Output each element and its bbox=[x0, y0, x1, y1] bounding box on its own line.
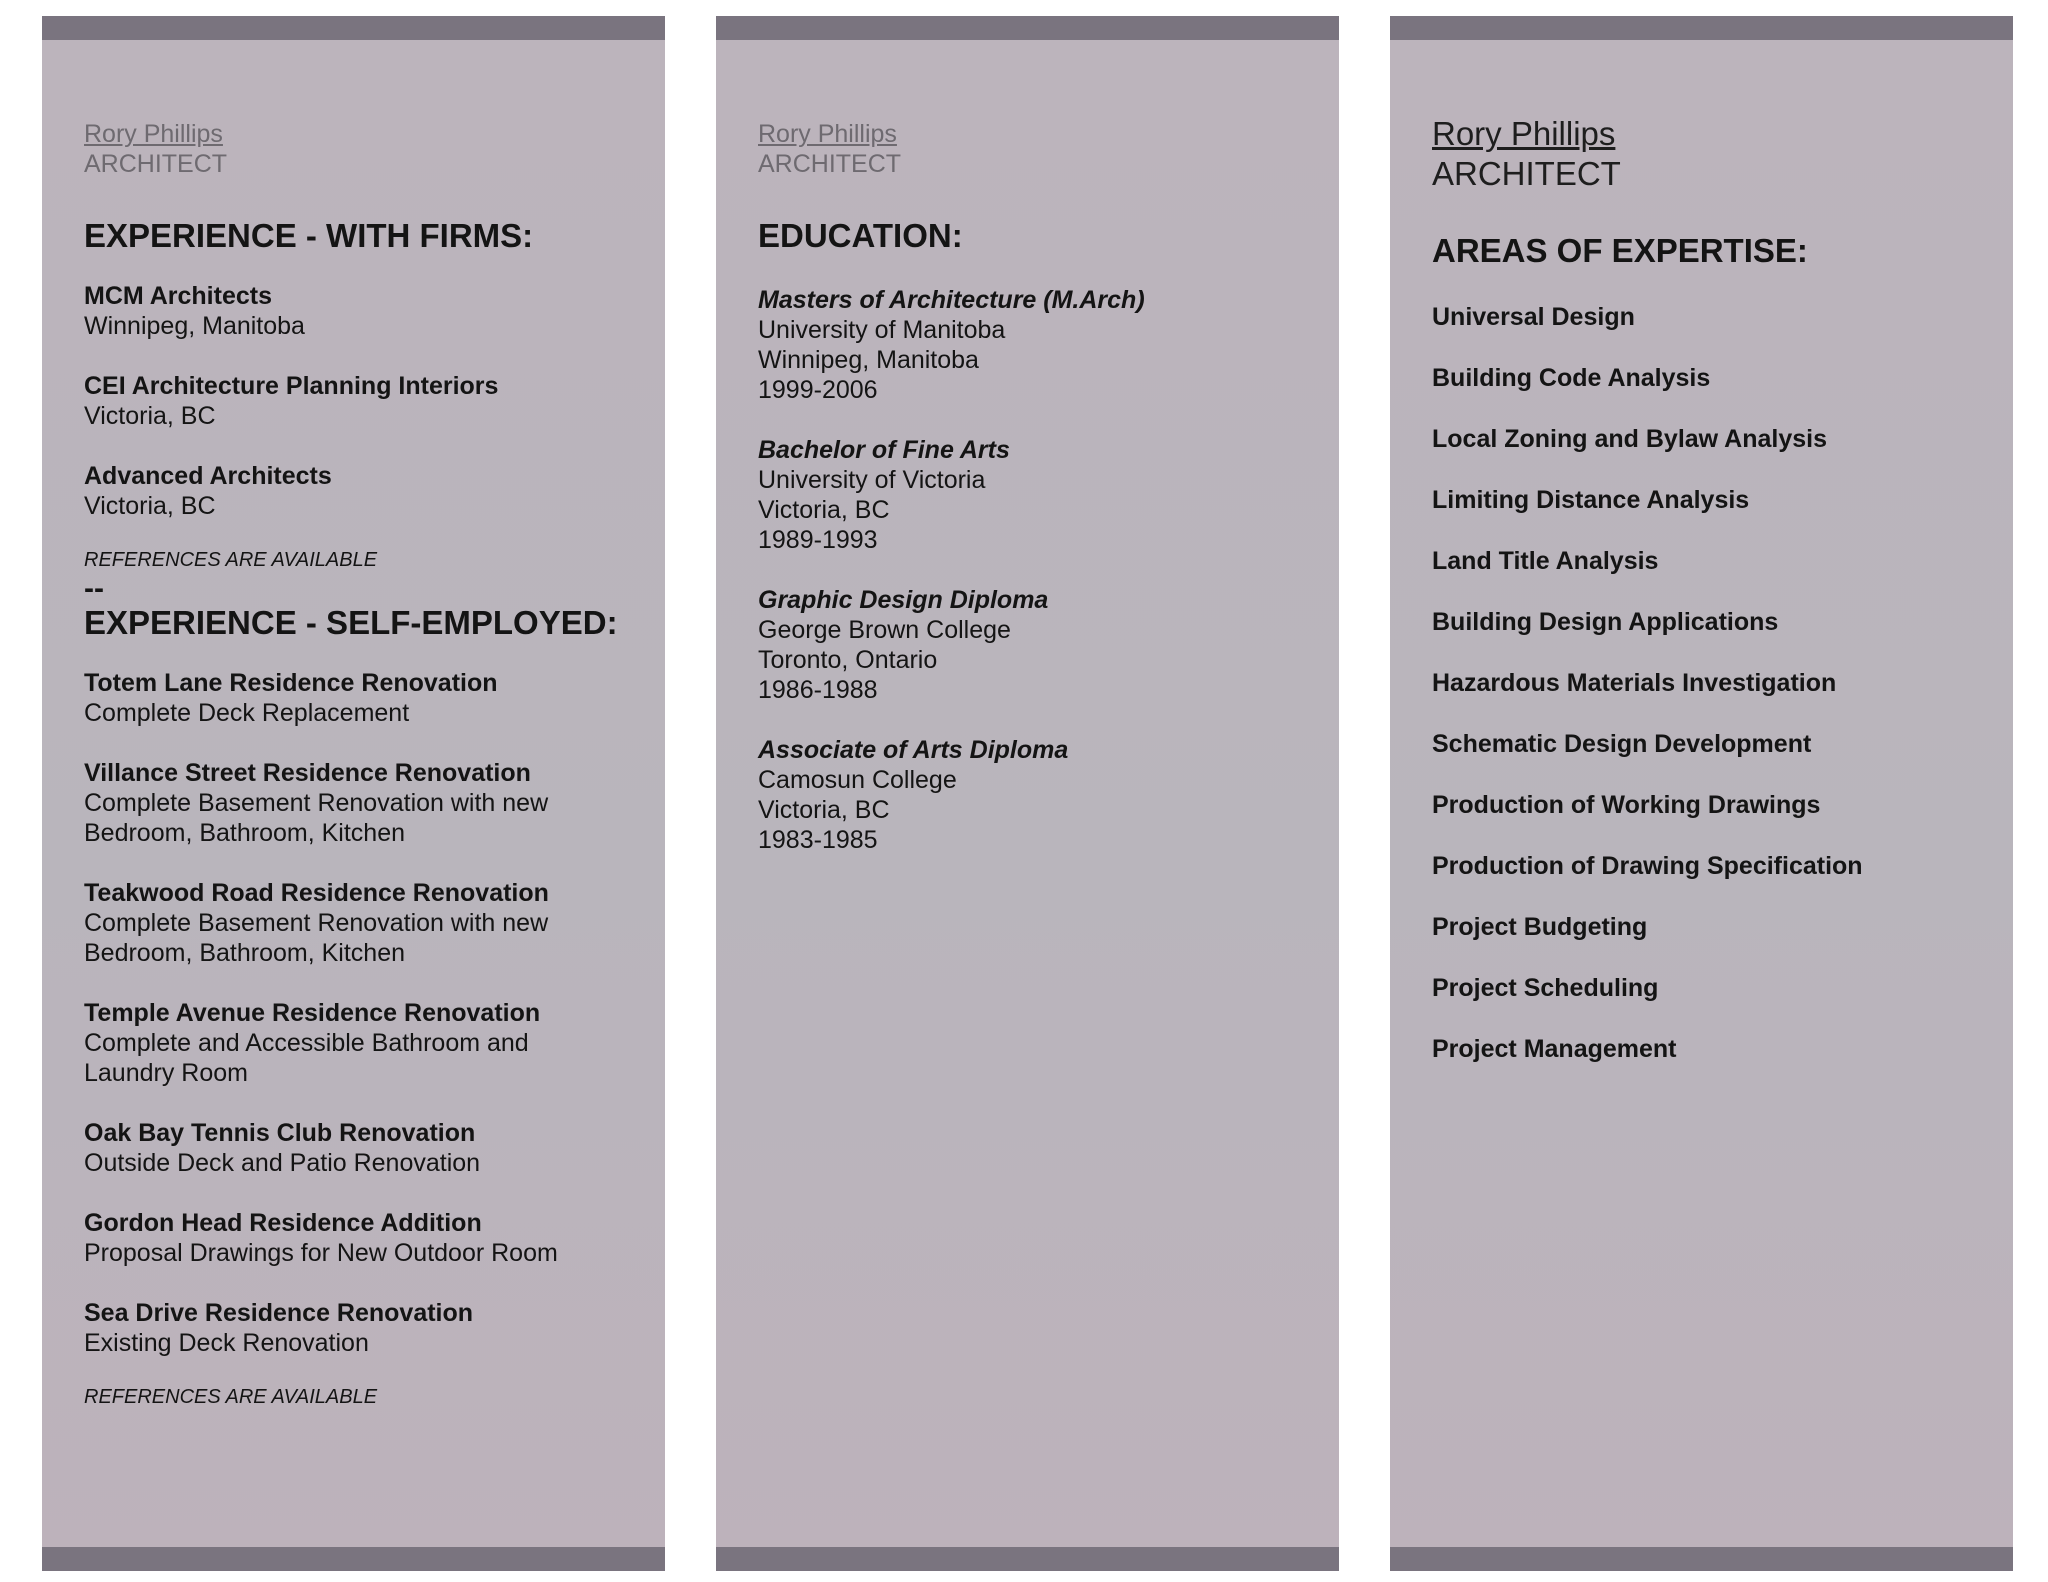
education-entry bbox=[758, 735, 1319, 855]
firm-entry bbox=[84, 371, 645, 431]
project-name: Sea Drive Residence Renovation bbox=[84, 1299, 474, 1327]
project-name: Gordon Head Residence Addition bbox=[84, 1209, 482, 1237]
project-name: Temple Avenue Residence Renovation bbox=[84, 999, 541, 1027]
firm-name: MCM Architects bbox=[84, 282, 272, 310]
panel-bottom-bar bbox=[716, 1547, 1339, 1571]
project-detail: Complete Basement Renovation with new bbox=[84, 909, 549, 937]
project-entry bbox=[84, 1118, 645, 1178]
panel-top-bar bbox=[42, 16, 665, 40]
project-detail: Existing Deck Renovation bbox=[84, 1329, 369, 1357]
school-location: Winnipeg, Manitoba bbox=[758, 346, 979, 374]
project-name: Oak Bay Tennis Club Renovation bbox=[84, 1119, 476, 1147]
degree-name: Graphic Design Diploma bbox=[758, 586, 1049, 614]
header-title: ARCHITECT bbox=[758, 150, 902, 178]
education-entry bbox=[758, 435, 1319, 555]
expertise-item: Schematic Design Development bbox=[1432, 730, 1812, 758]
firm-entry bbox=[84, 461, 645, 521]
project-detail: Complete Deck Replacement bbox=[84, 699, 410, 727]
project-entry bbox=[84, 1298, 645, 1358]
project-entry bbox=[84, 998, 645, 1088]
expertise-item: Local Zoning and Bylaw Analysis bbox=[1432, 425, 1827, 453]
panel-bottom-bar bbox=[42, 1547, 665, 1571]
expertise-heading: AREAS OF EXPERTISE: bbox=[1432, 232, 1808, 269]
expertise-item: Land Title Analysis bbox=[1432, 547, 1659, 575]
middle-panel bbox=[716, 16, 1339, 1571]
header-title: ARCHITECT bbox=[1432, 155, 1621, 192]
header-name[interactable]: Rory Phillips bbox=[1432, 115, 1616, 152]
project-detail: Complete Basement Renovation with new bbox=[84, 789, 549, 817]
expertise-item: Project Management bbox=[1432, 1035, 1677, 1063]
project-name: Villance Street Residence Renovation bbox=[84, 759, 531, 787]
project-entry bbox=[84, 1208, 645, 1268]
project-entry bbox=[84, 668, 645, 728]
expertise-item: Universal Design bbox=[1432, 303, 1635, 331]
project-detail: Outside Deck and Patio Renovation bbox=[84, 1149, 481, 1177]
project-detail: Bedroom, Bathroom, Kitchen bbox=[84, 819, 405, 847]
middle-panel-content bbox=[758, 119, 1319, 855]
study-years: 1999-2006 bbox=[758, 376, 878, 404]
expertise-item: Project Budgeting bbox=[1432, 913, 1648, 941]
right-panel-content bbox=[1432, 114, 1993, 1095]
project-detail: Proposal Drawings for New Outdoor Room bbox=[84, 1239, 558, 1267]
expertise-item: Production of Drawing Specification bbox=[1432, 852, 1863, 880]
project-detail: Bedroom, Bathroom, Kitchen bbox=[84, 939, 405, 967]
education-heading: EDUCATION: bbox=[758, 217, 963, 254]
firm-location: Victoria, BC bbox=[84, 402, 216, 430]
education-entry bbox=[758, 285, 1319, 405]
panel-top-bar bbox=[716, 16, 1339, 40]
expertise-item: Building Code Analysis bbox=[1432, 364, 1711, 392]
study-years: 1983-1985 bbox=[758, 826, 878, 854]
left-panel-content bbox=[84, 119, 645, 1409]
project-name: Totem Lane Residence Renovation bbox=[84, 669, 498, 697]
firm-name: CEI Architecture Planning Interiors bbox=[84, 372, 499, 400]
self-employed-heading: EXPERIENCE - SELF-EMPLOYED: bbox=[84, 604, 618, 641]
project-detail: Laundry Room bbox=[84, 1059, 248, 1087]
header-name[interactable]: Rory Phillips bbox=[758, 120, 897, 148]
expertise-item: Building Design Applications bbox=[1432, 608, 1779, 636]
references-note: REFERENCES ARE AVAILABLE bbox=[84, 1386, 378, 1408]
study-years: 1986-1988 bbox=[758, 676, 878, 704]
project-detail: Complete and Accessible Bathroom and bbox=[84, 1029, 529, 1057]
school-location: Victoria, BC bbox=[758, 496, 890, 524]
expertise-item: Production of Working Drawings bbox=[1432, 791, 1821, 819]
degree-name: Associate of Arts Diploma bbox=[758, 736, 1069, 764]
expertise-item: Limiting Distance Analysis bbox=[1432, 486, 1750, 514]
right-panel bbox=[1390, 16, 2013, 1571]
degree-name: Bachelor of Fine Arts bbox=[758, 436, 1010, 464]
section-divider: -- bbox=[84, 572, 104, 605]
firm-entry bbox=[84, 281, 645, 341]
expertise-item: Project Scheduling bbox=[1432, 974, 1659, 1002]
study-years: 1989-1993 bbox=[758, 526, 878, 554]
left-panel bbox=[42, 16, 665, 1571]
header-name[interactable]: Rory Phillips bbox=[84, 120, 223, 148]
school-name: University of Manitoba bbox=[758, 316, 1006, 344]
firm-name: Advanced Architects bbox=[84, 462, 332, 490]
school-location: Victoria, BC bbox=[758, 796, 890, 824]
header-title: ARCHITECT bbox=[84, 150, 228, 178]
degree-name: Masters of Architecture (M.Arch) bbox=[758, 286, 1145, 314]
panel-bottom-bar bbox=[1390, 1547, 2013, 1571]
expertise-item: Hazardous Materials Investigation bbox=[1432, 669, 1837, 697]
project-name: Teakwood Road Residence Renovation bbox=[84, 879, 549, 907]
firm-location: Winnipeg, Manitoba bbox=[84, 312, 305, 340]
project-entry bbox=[84, 878, 645, 968]
school-name: University of Victoria bbox=[758, 466, 986, 494]
project-entry bbox=[84, 758, 645, 848]
references-note: REFERENCES ARE AVAILABLE bbox=[84, 549, 378, 571]
firms-heading: EXPERIENCE - WITH FIRMS: bbox=[84, 217, 534, 254]
school-name: Camosun College bbox=[758, 766, 957, 794]
firm-location: Victoria, BC bbox=[84, 492, 216, 520]
school-location: Toronto, Ontario bbox=[758, 646, 938, 674]
panel-top-bar bbox=[1390, 16, 2013, 40]
school-name: George Brown College bbox=[758, 616, 1011, 644]
education-entry bbox=[758, 585, 1319, 705]
